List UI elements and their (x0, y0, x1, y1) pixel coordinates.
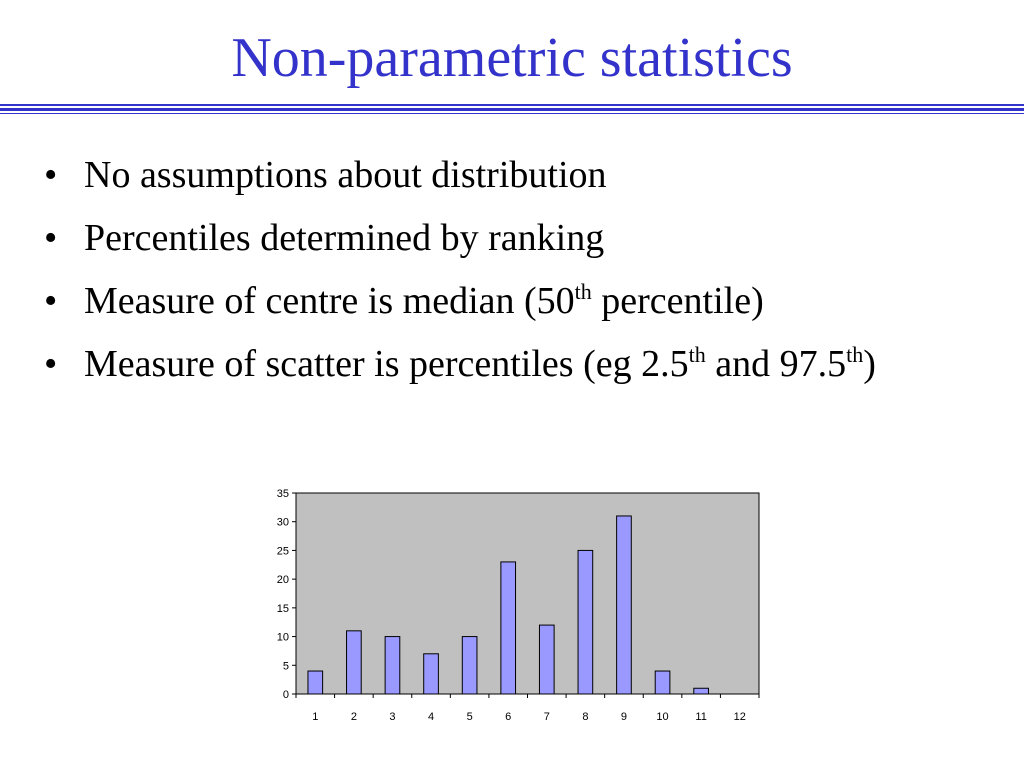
x-tick-label: 12 (733, 711, 746, 723)
y-tick-label: 10 (276, 631, 289, 644)
bar (385, 637, 400, 694)
bar (694, 688, 709, 694)
bullet-text: ) (863, 343, 876, 385)
bullet-item (44, 215, 944, 261)
plot-area (296, 493, 759, 694)
bullet-text: No assumptions about distribution (84, 154, 607, 196)
y-tick-label: 25 (276, 545, 289, 558)
y-tick-label: 5 (282, 660, 289, 673)
superscript: th (688, 342, 706, 367)
bar (655, 671, 670, 694)
bullet-list (44, 152, 944, 404)
y-tick-label: 30 (276, 516, 289, 529)
bar (347, 631, 362, 694)
bullet-dot: • (44, 154, 58, 196)
bullet-dot: • (44, 280, 58, 322)
x-tick-label: 10 (656, 711, 669, 723)
y-tick-label: 15 (276, 602, 289, 615)
title-rule-line (0, 113, 1024, 114)
bar (501, 562, 516, 694)
bar (578, 550, 593, 694)
x-tick-label: 9 (620, 711, 628, 723)
x-tick-label: 6 (505, 711, 512, 723)
bullet-text: and 97.5 (705, 343, 847, 385)
bar (424, 654, 439, 694)
bullet-item (44, 278, 944, 324)
bar (462, 637, 477, 694)
bullet-text: Measure of centre is median (50 (84, 280, 575, 322)
bullet-text: percentile) (591, 280, 764, 322)
bullet-dot: • (44, 343, 58, 385)
bar (308, 671, 323, 694)
bar (617, 516, 632, 694)
superscript: th (574, 279, 592, 304)
x-tick-label: 5 (466, 711, 473, 723)
x-tick-label: 1 (312, 711, 319, 723)
y-tick-label: 35 (276, 488, 289, 500)
title-rule-line (0, 108, 1024, 111)
bullet-item (44, 341, 944, 387)
bullet-text: Measure of scatter is percentiles (eg 2.5 (84, 343, 689, 385)
x-tick-label: 3 (389, 711, 396, 723)
y-tick-label: 0 (282, 689, 289, 701)
bullet-dot: • (44, 217, 58, 259)
x-tick-label: 2 (350, 711, 357, 723)
y-tick-label: 20 (276, 574, 289, 587)
x-tick-label: 8 (582, 711, 589, 723)
bar (539, 625, 554, 694)
bullet-item (44, 152, 944, 198)
bar-chart (250, 480, 770, 730)
bullet-text: Percentiles determined by ranking (84, 217, 605, 259)
title-underline (0, 104, 1024, 114)
superscript: th (846, 342, 864, 367)
x-tick-label: 4 (427, 711, 435, 723)
title-rule-line (0, 104, 1024, 106)
x-tick-label: 7 (543, 711, 550, 723)
x-tick-label: 11 (695, 711, 707, 723)
slide-title: Non-parametric statistics (231, 27, 793, 89)
